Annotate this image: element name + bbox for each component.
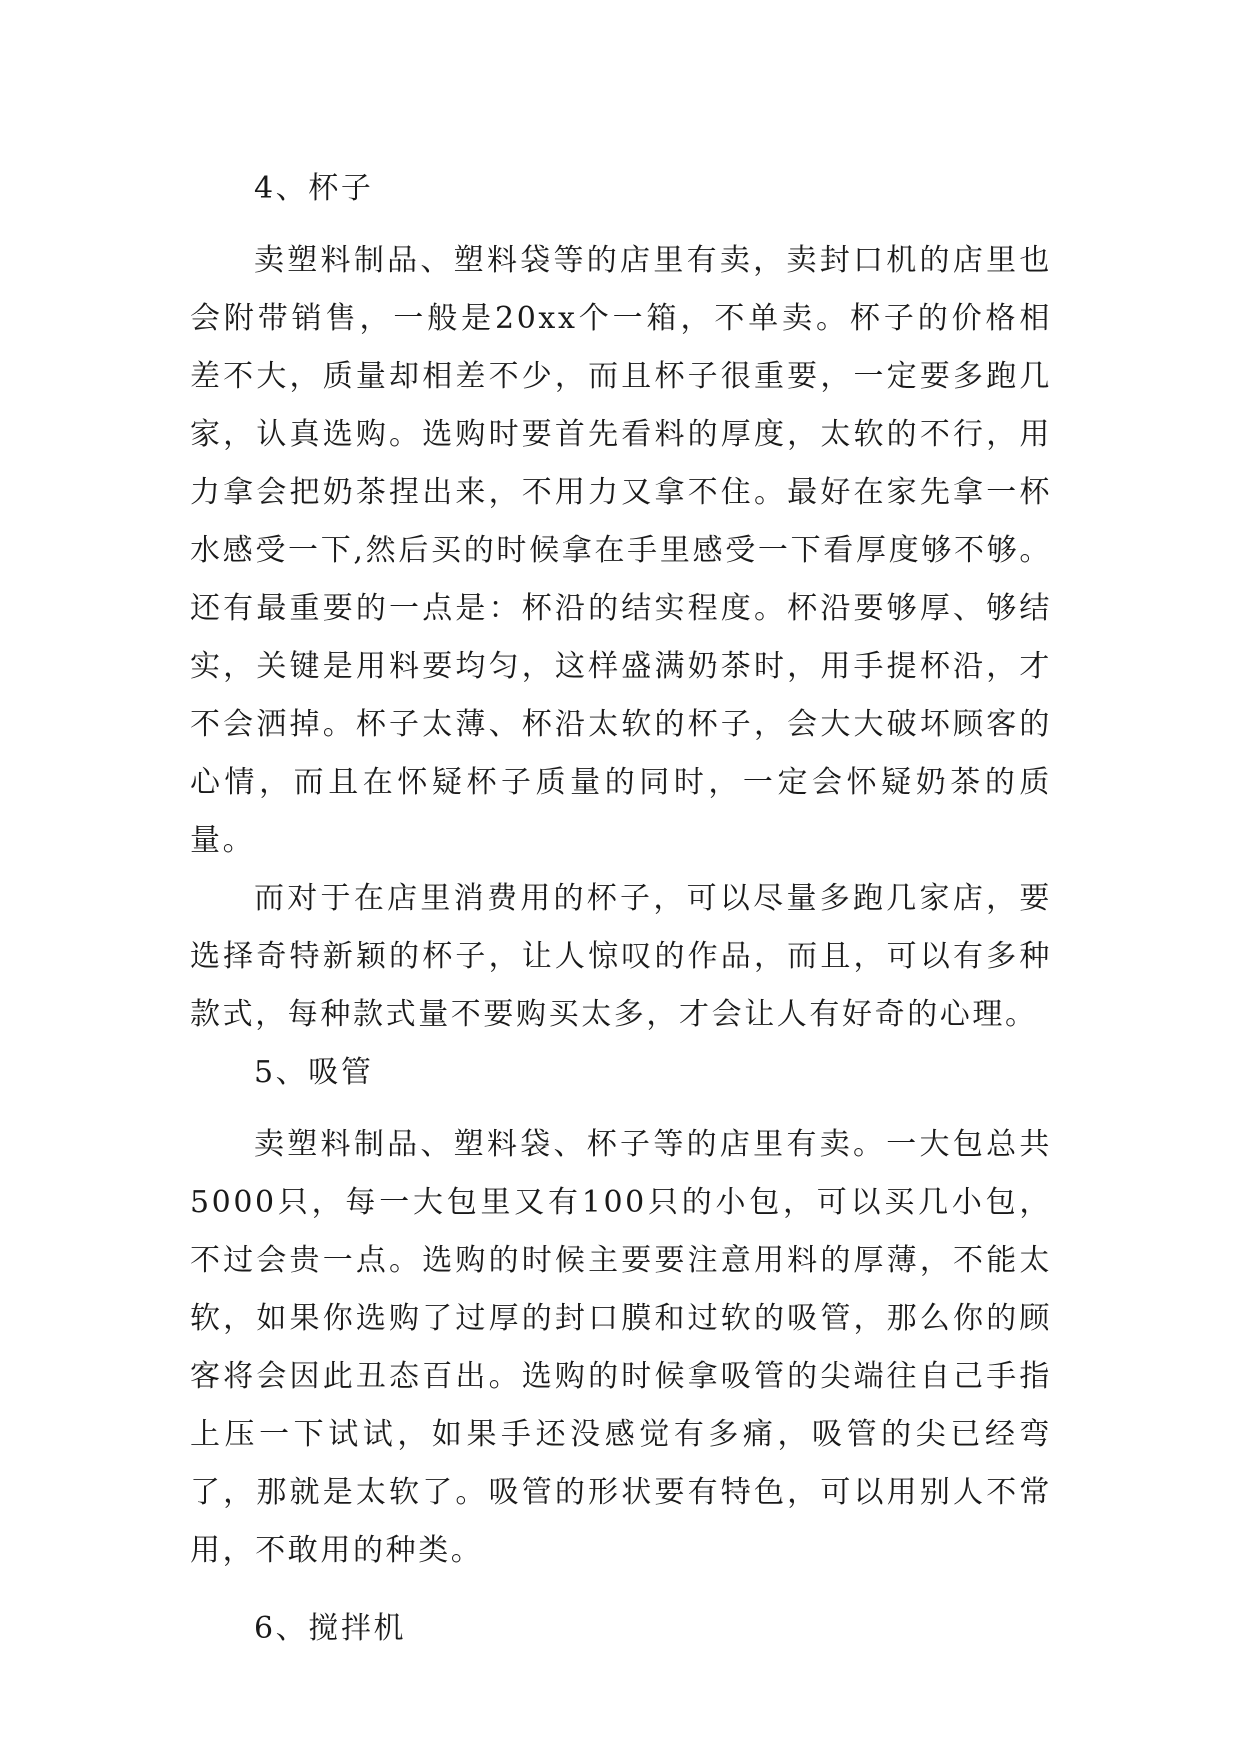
- paragraph-straws-selection: 卖塑料制品、塑料袋、杯子等的店里有卖。一大包总共5000只，每一大包里又有100只的小包，可以买几小包，不过会贵一点。选购的时候主要要注意用料的厚薄，不能太软，如果你选购了过厚的封口膜和过软的吸管，那么你的顾客将会因此丑态百出。选购的时候拿吸管的尖端往自己手指上压一下试试，如果手还没感觉有多痛，吸管的尖已经弯了，那就是太软了。吸管的形状要有特色，可以用别人不常用，不敢用的种类。: [190, 1127, 1052, 1568]
- section-heading-cups: 4、杯子: [254, 171, 374, 206]
- section-heading-blender: 6、搅拌机: [254, 1611, 407, 1646]
- paragraph-cups-selection: 卖塑料制品、塑料袋等的店里有卖，卖封口机的店里也会附带销售，一般是20xx个一箱，不单卖。杯子的价格相差不大，质量却相差不少，而且杯子很重要，一定要多跑几家，认真选购。选购时要首先看料的厚度，太软的不行，用力拿会把奶茶捏出来，不用力又拿不住。最好在家先拿一杯水感受一下,然后买的时候拿在手里感受一下看厚度够不够。还有最重要的一点是：杯沿的结实程度。杯沿要够厚、够结实，关键是用料要均匀，这样盛满奶茶时，用手提杯沿，才不会洒掉。杯子太薄、杯沿太软的杯子，会大大破坏顾客的心情，而且在怀疑杯子质量的同时，一定会怀疑奶茶的质量。: [190, 243, 1052, 858]
- document-body: [190, 160, 1052, 1658]
- section-heading-straws: 5、吸管: [254, 1055, 374, 1090]
- paragraph-cups-in-store: 而对于在店里消费用的杯子，可以尽量多跑几家店，要选择奇特新颖的杯子，让人惊叹的作品，而且，可以有多种款式，每种款式量不要购买太多，才会让人有好奇的心理。: [190, 881, 1052, 1032]
